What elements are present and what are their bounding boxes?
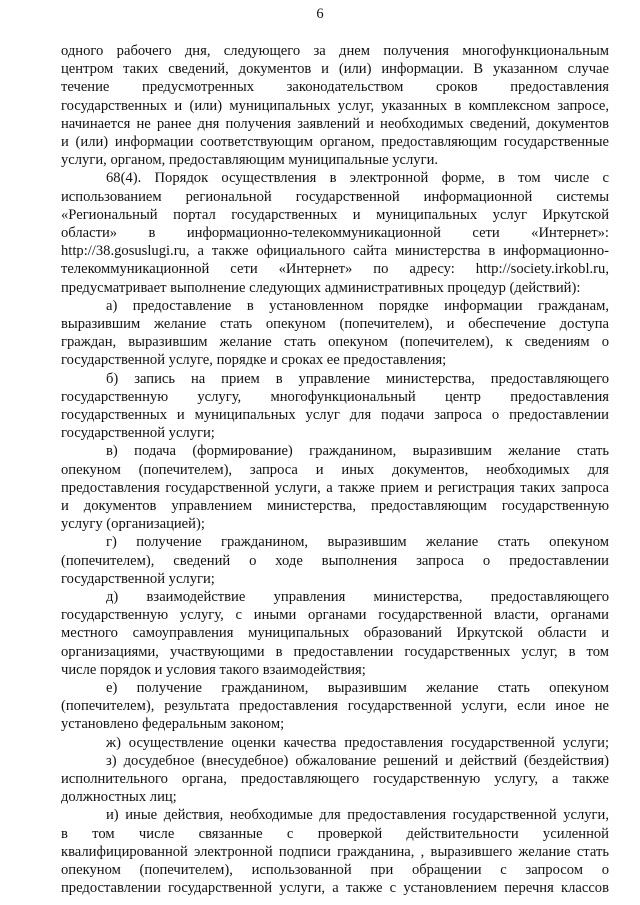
page-number: 6 (316, 6, 324, 22)
text-line: и) иные действия, необходимые для предоставления государственной услуги, (106, 807, 609, 824)
text-line: использованием региональной государственной информационной системы (61, 188, 609, 205)
text-line: государственную услугу, многофункциональный центр предоставления (61, 388, 609, 405)
text-line: организациями, участвующими в предоставлении государственных услуг, в том (61, 643, 609, 660)
text-line: квалифицированной электронной подписи гражданина, , выразившего желание стать (61, 843, 609, 860)
text-line: одного рабочего дня, следующего за днем получения многофункциональным (61, 43, 609, 59)
text-line: установлено федеральным законом; (61, 716, 285, 733)
text-line: государственную услугу, с иными органами государственной власти, органами (61, 607, 609, 624)
text-line: начинается не ранее дня получения заявлений и необходимых сведений, документов (61, 115, 609, 132)
text-line: услугу (организацией); (61, 516, 205, 533)
text-line: г) получение гражданином, выразившим желание стать опекуном (106, 534, 609, 551)
text-line: государственной услуги; (61, 570, 215, 587)
text-line: предусматривает выполнение следующих административных процедур (действий): (61, 279, 581, 296)
text-line: опекуном (попечителем), использованной при обращении с запросом о (61, 862, 609, 878)
text-line: выразившим желание стать опекуном (попечителем), и обеспечение доступа (61, 316, 609, 332)
text-line: предоставления государственной услуги, а также прием и регистрация таких запроса (61, 479, 609, 496)
text-line: услуги, органом, предоставляющим муниципальные услуги. (61, 152, 439, 169)
text-line: и (или) информации соответствующим органом, предоставляющим государственные (61, 134, 609, 150)
text-line: в том числе связанные с проверкой действительности усиленной (61, 825, 609, 842)
text-line: а) предоставление в установленном порядке информации гражданам, (106, 297, 609, 314)
text-line: государственных и (или) муниципальных услуг, указанных в комплексном запросе, (61, 97, 609, 114)
text-line: б) запись на прием в управление министерства, предоставляющего (106, 370, 609, 387)
text-line: (попечителем), результата предоставления государственной услуги, если иное не (61, 698, 609, 715)
text-line: д) взаимодействие управления министерства, предоставляющего (106, 589, 609, 605)
text-line: течение предусмотренных законодательством сроков предоставления (61, 79, 609, 96)
text-line: опекуном (попечителем), запроса и иных документов, необходимых для (61, 461, 609, 478)
text-line: местного самоуправления муниципальных образований Иркутской области и (61, 625, 609, 642)
text-line: должностных лиц; (61, 789, 177, 806)
text-line: исполнительного органа, предоставляющего государственную услугу, а также (61, 771, 609, 787)
text-line: в) подача (формирование) гражданином, выразившим желание стать (106, 443, 609, 460)
text-line: з) досудебное (внесудебное) обжалование решений и действий (бездействия) (106, 752, 609, 769)
text-line: и документов управлением министерства, предоставляющим государственную (61, 498, 609, 514)
text-line: «Региональный портал государственных и муниципальных услуг Иркутской (61, 206, 609, 223)
text-line: 68(4). Порядок осуществления в электронной форме, в том числе с (106, 170, 609, 187)
text-line: е) получение гражданином, выразившим желание стать опекуном (106, 680, 609, 696)
text-line: области» в информационно-телекоммуникационной сети «Интернет»: (61, 225, 609, 241)
text-line: http://38.gosuslugi.ru, а также официального сайта министерства в информационно- (61, 243, 609, 260)
text-line: телекоммуникационной сети «Интернет» по адресу: http://society.irkobl.ru, (61, 261, 609, 278)
text-line: центром таких сведений, документов и (или) информации. В указанном случае (61, 61, 609, 78)
text-line: (попечителем), сведений о ходе выполнения запроса о предоставлении (61, 552, 609, 569)
text-line: ж) осуществление оценки качества предоставления государственной услуги; (106, 734, 609, 751)
text-line: государственных и муниципальных услуг для подачи запроса о предоставлении (61, 407, 609, 423)
text-line: государственной услуге, порядке и сроках ее предоставления; (61, 352, 447, 369)
text-line: числе порядок и условия такого взаимодействия; (61, 661, 366, 678)
text-line: государственной услуги; (61, 425, 215, 442)
text-line: предоставлении государственной услуги, а также с установлением перечня классов (61, 880, 609, 897)
text-line: граждан, выразившим желание стать опекуном (попечителем), к сведениям о (61, 334, 609, 351)
